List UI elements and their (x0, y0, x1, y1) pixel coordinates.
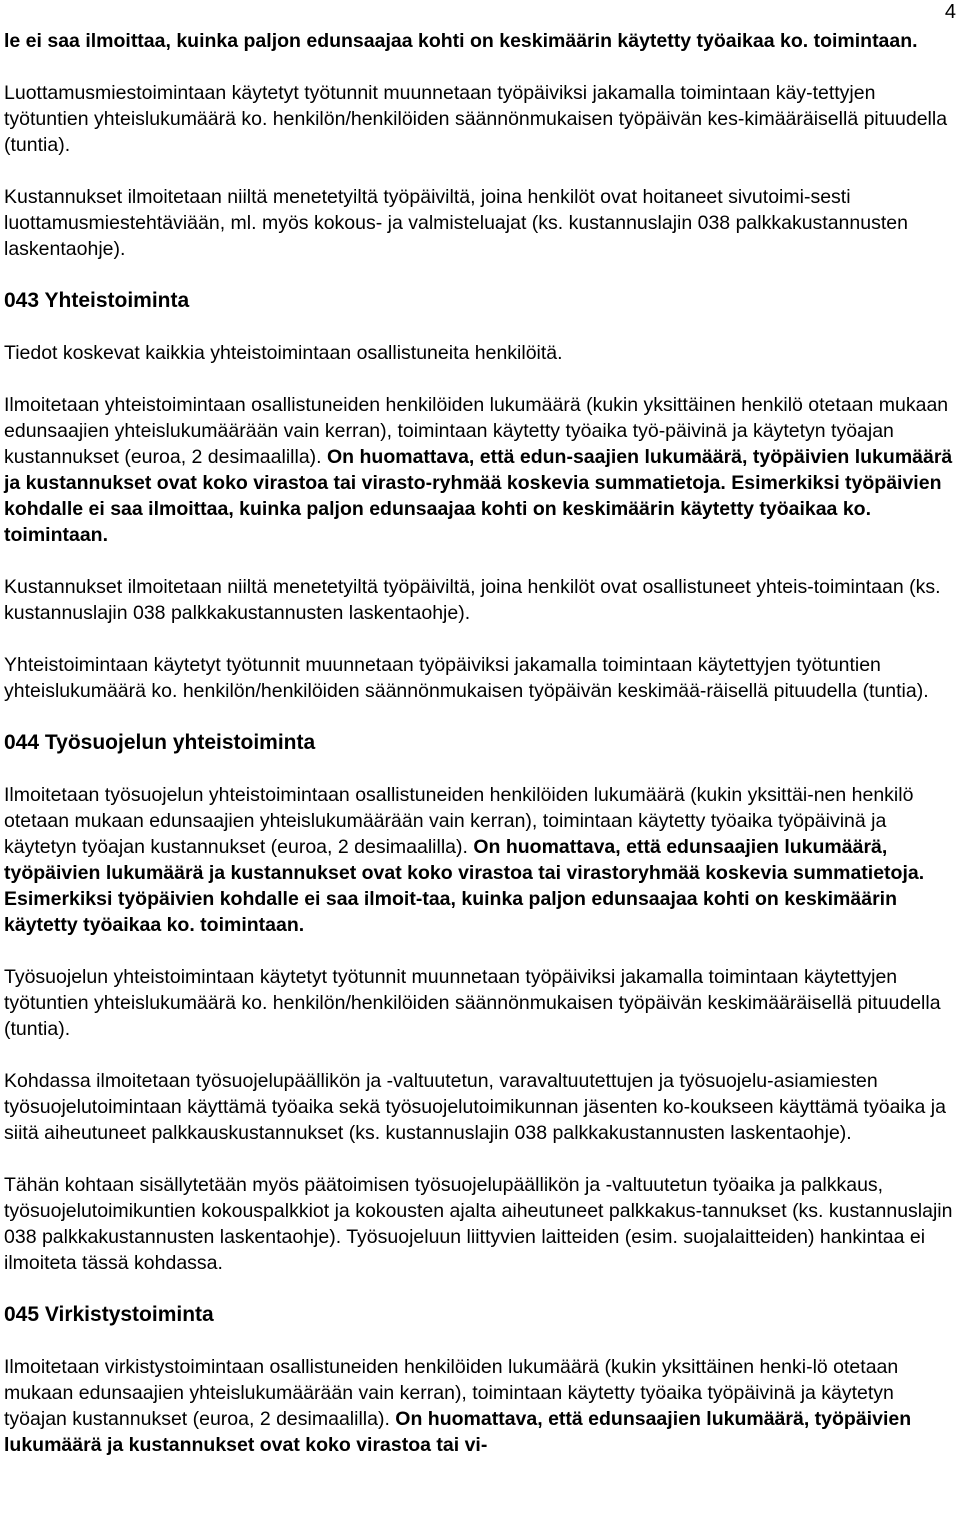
paragraph: Tähän kohtaan sisällytetään myös päätoimisen työsuojelupäällikön ja -valtuutetun työaika ja palkkaus, työsuojelutoimikuntien kokouspalkkiot ja kokousten ajalta aiheutuneet palkkakus-tannukset (ks. kustannuslajin 038 palkkakustannusten laskentaohje). Työsuojeluun liittyvien laitteiden (esim. suojalaitteiden) hankintaa ei ilmoiteta tässä kohdassa. (4, 1174, 953, 1274)
normal-text: Ilmoitetaan työsuojelun yhteistoimintaan osallistuneiden henkilöiden lukumäärä (kukin yksittäi-nen henkilö otetaan mukaan edunsaajien yhteislukumäärään vain kerran), toimintaan käytetty työaika työpäivinä ja käytetyn työajan kustannukset (euroa, 2 desimaalilla). (4, 784, 914, 858)
bold-text: On huomattava, että edunsaajien lukumäärä, työpäivien lukumäärä ja kustannukset ovat koko virastoa tai vi- (4, 1408, 912, 1456)
section-heading-045: 045 Virkistystoiminta (4, 1303, 214, 1326)
paragraph: Tiedot koskevat kaikkia yhteistoimintaan osallistuneita henkilöitä. (4, 342, 563, 364)
paragraph: Yhteistoimintaan käytetyt työtunnit muunnetaan työpäiviksi jakamalla toimintaan käytettyjen työtuntien yhteislukumäärä ko. henkilön/henkilöiden säännönmukaisen työpäivän keskimää-räisellä pituudella (tuntia). (4, 654, 929, 702)
normal-text: Ilmoitetaan virkistystoimintaan osallistuneiden henkilöiden lukumäärä (kukin yksittäinen henki-lö otetaan mukaan edunsaajien yhteislukumäärään vain kerran), toimintaan käytetty työaika työpäivinä ja käytetyn työajan kustannukset (euroa, 2 desimaalilla). (4, 1356, 899, 1430)
paragraph: Kustannukset ilmoitetaan niiltä menetetyiltä työpäiviltä, joina henkilöt ovat hoitaneet sivutoimi-sesti luottamusmiestehtäviään, ml. myös kokous- ja valmisteluajat (ks. kustannuslajin 038 palkkakustannusten laskentaohje). (4, 186, 908, 260)
paragraph: Työsuojelun yhteistoimintaan käytetyt työtunnit muunnetaan työpäiviksi jakamalla toimintaan käytettyjen työtuntien yhteislukumäärä ko. henkilön/henkilöiden säännönmukaisen työpäivän keskimääräisellä pituudella (tuntia). (4, 966, 941, 1040)
document-body (4, 28, 956, 1484)
paragraph (4, 1354, 956, 1458)
bold-text: le ei saa ilmoittaa, kuinka paljon edunsaajaa kohti on keskimäärin käytetty työaikaa ko. toimintaan. (4, 30, 918, 52)
paragraph (4, 782, 956, 938)
paragraph: Kustannukset ilmoitetaan niiltä menetetyiltä työpäiviltä, joina henkilöt ovat osallistuneet yhteis-toimintaan (ks. kustannuslajin 038 palkkakustannusten laskentaohje). (4, 576, 941, 624)
page-number: 4 (944, 1, 956, 23)
bold-text: On huomattava, että edun-saajien lukumäärä, työpäivien lukumäärä ja kustannukset ovat koko virastoa tai virasto-ryhmää koskevia summatietoja. Esimerkiksi työpäivien kohdalle ei saa ilmoittaa, kuinka paljon edunsaajaa kohti on keskimäärin käytetty työaikaa ko. toimintaan. (4, 446, 953, 546)
paragraph: Kohdassa ilmoitetaan työsuojelupäällikön ja -valtuutetun, varavaltuutettujen ja työsuojelu-asiamiesten työsuojelutoimintaan käyttämä työaika sekä työsuojelutoimikunnan jäsenten ko-koukseen käyttämä työaika ja siitä aiheutuneet palkkauskustannukset (ks. kustannuslajin 038 palkkakustannusten laskentaohje). (4, 1070, 946, 1144)
section-heading-044: 044 Työsuojelun yhteistoiminta (4, 731, 316, 754)
paragraph (4, 392, 956, 548)
bold-text: On huomattava, että edunsaajien lukumäärä, työpäivien lukumäärä ja kustannukset ovat koko virastoa tai virastoryhmää koskevia summatietoja. Esimerkiksi työpäivien kohdalle ei saa ilmoit-taa, kuinka paljon edunsaajaa kohti on keskimäärin käytetty työaikaa ko. toimintaan. (4, 836, 925, 936)
paragraph (4, 28, 956, 54)
paragraph: Luottamusmiestoimintaan käytetyt työtunnit muunnetaan työpäiviksi jakamalla toimintaan käy-tettyjen työtuntien yhteislukumäärä ko. henkilön/henkilöiden säännönmukaisen työpäivän kes-kimääräisellä pituudella (tuntia). (4, 82, 948, 156)
section-heading-043: 043 Yhteistoiminta (4, 289, 190, 312)
normal-text: Ilmoitetaan yhteistoimintaan osallistuneiden henkilöiden lukumäärä (kukin yksittäinen henkilö otetaan mukaan edunsaajien yhteislukumäärään vain kerran), toimintaan käytetty työaika työ-päivinä ja käytetyn työajan kustannukset (euroa, 2 desimaalilla). (4, 394, 949, 468)
